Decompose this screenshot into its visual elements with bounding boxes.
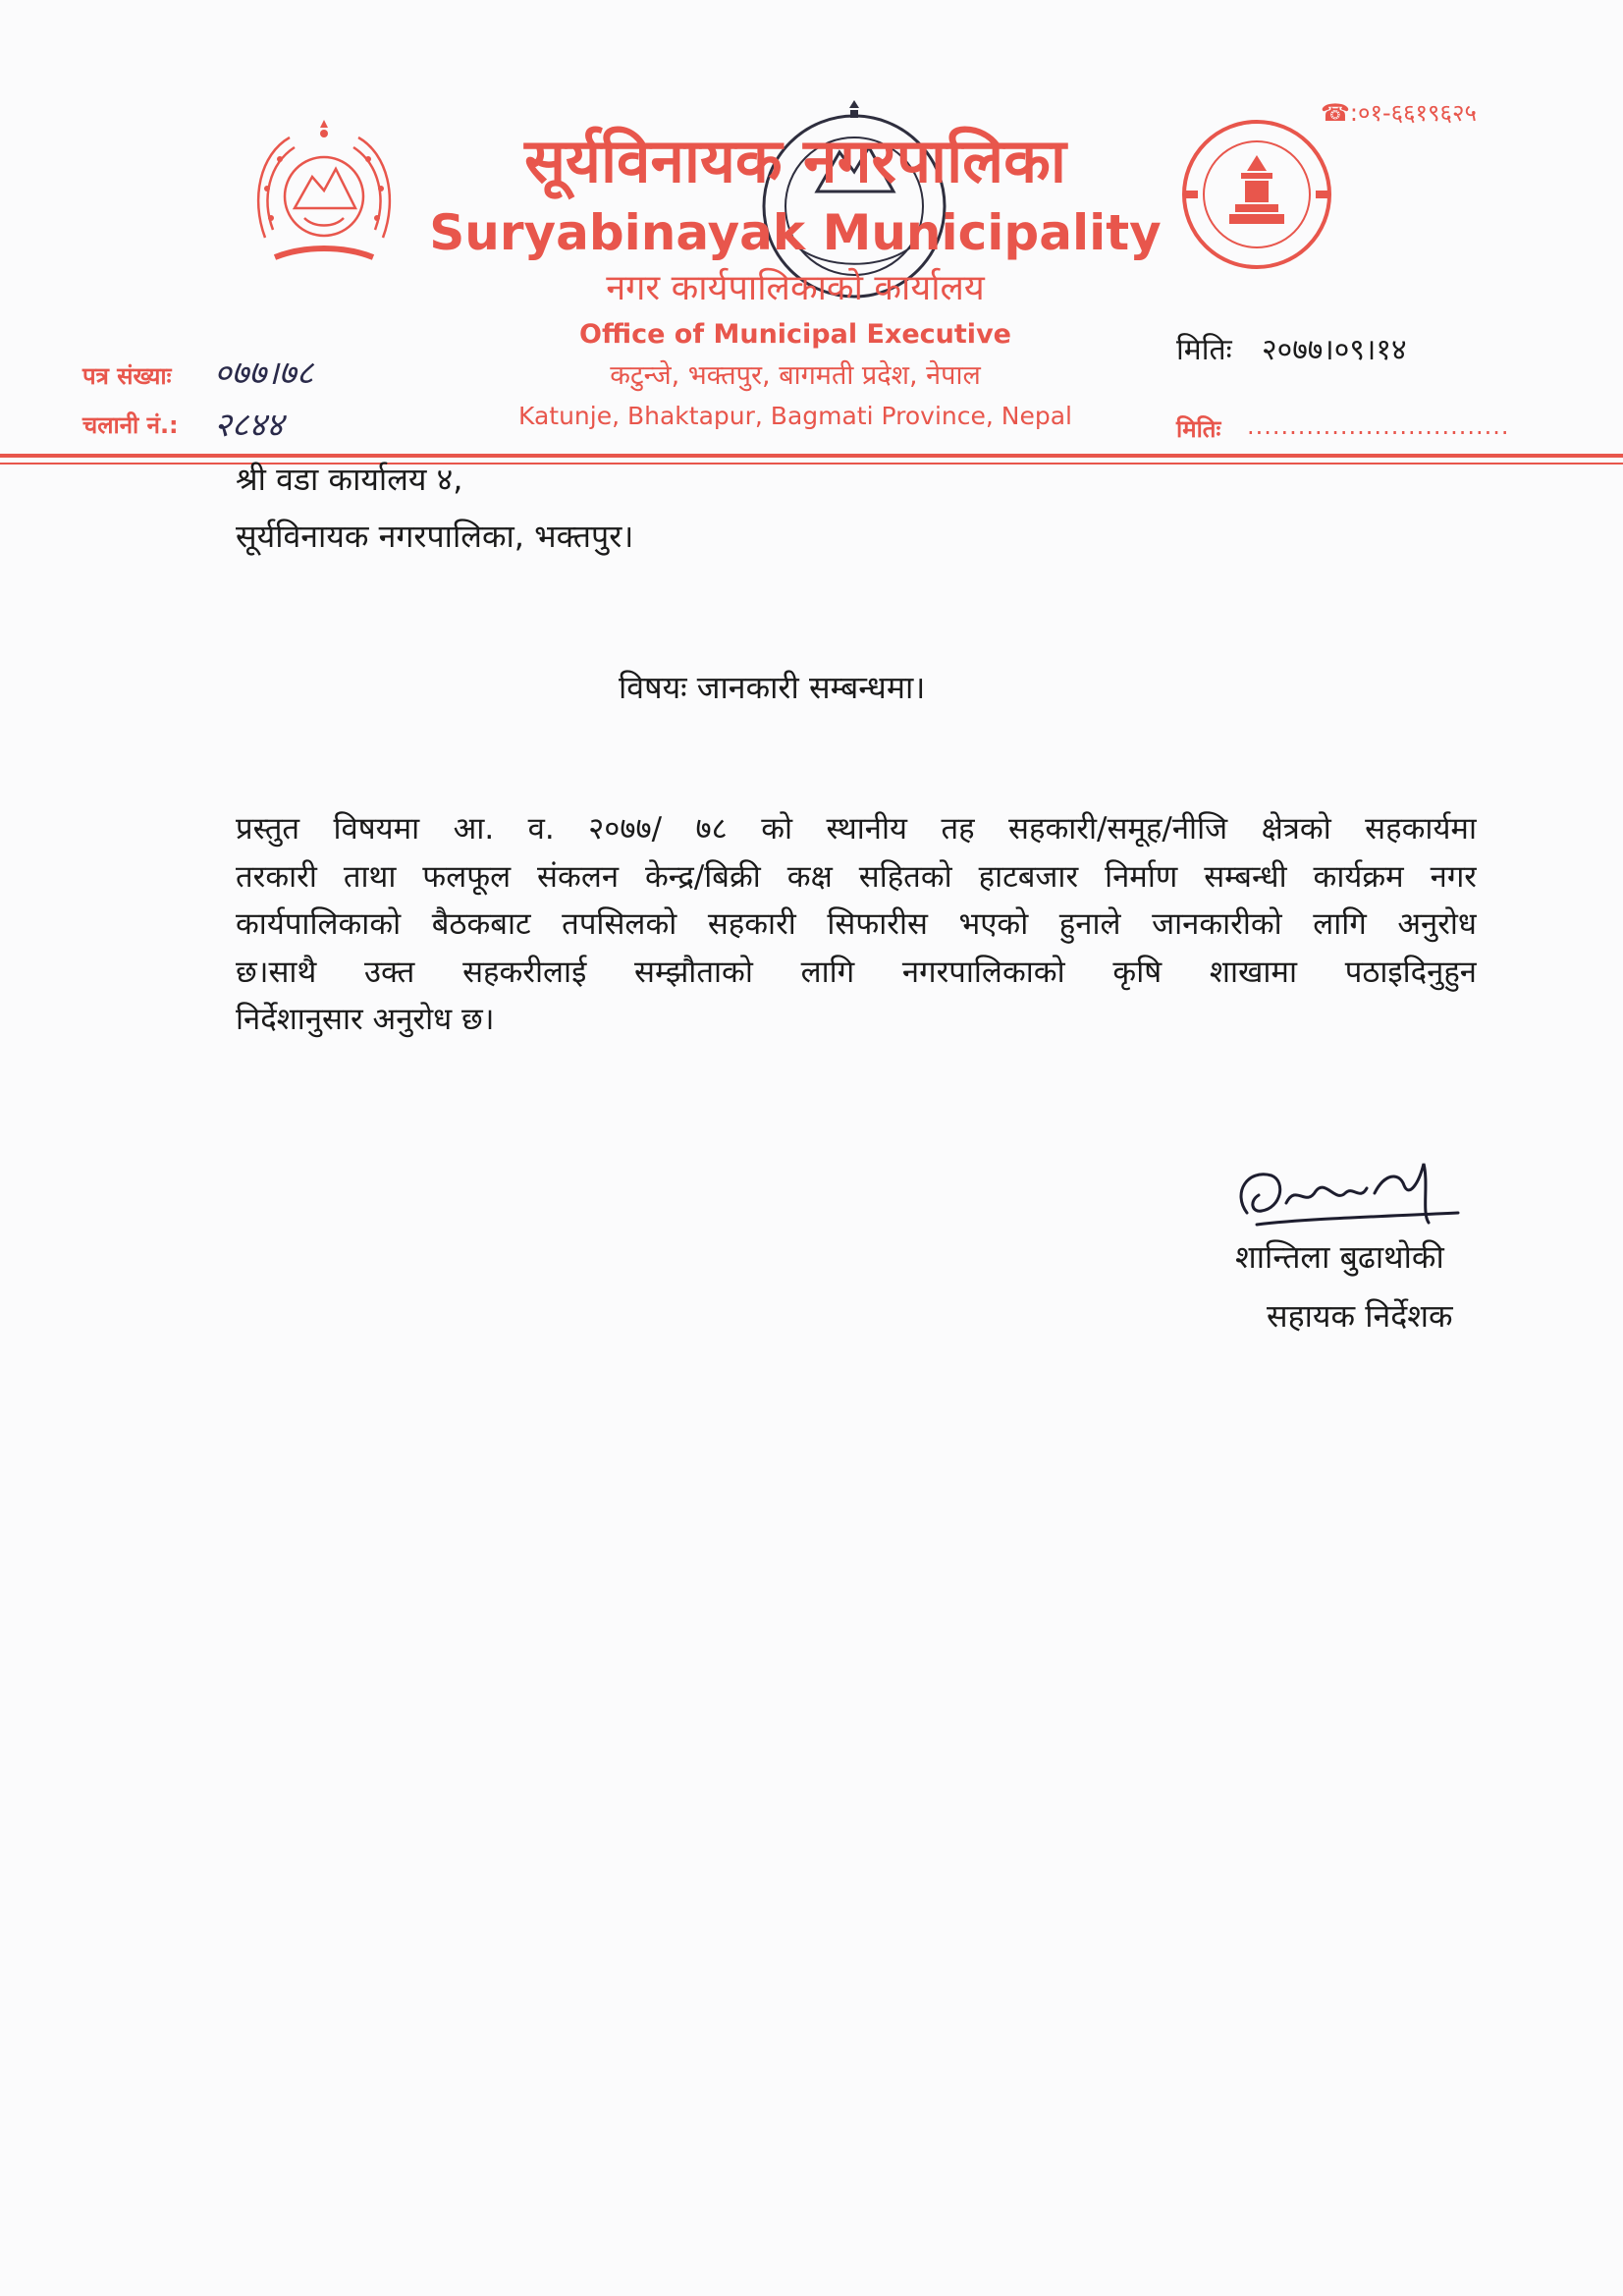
- office-name-english: Office of Municipal Executive: [579, 319, 1011, 350]
- municipality-title-english: Suryabinayak Municipality: [429, 204, 1162, 261]
- body-line: छ।साथै उक्त सहकरीलाई सम्झौताको लागि नगरपालिकाको कृषि शाखामा पठाइदिनुहुन: [236, 954, 1477, 990]
- municipality-logo-icon: [1178, 116, 1335, 273]
- handwritten-signature-icon: [1227, 1154, 1463, 1242]
- office-name-nepali: नगर कार्यपालिकाको कार्यालय: [606, 268, 985, 308]
- body-line: कार्यपालिकाको बैठकबाट तपसिलको सहकारी सिफारीस भएको हुनाले जानकारीको लागि अनुरोध: [236, 906, 1477, 942]
- body-line: प्रस्तुत विषयमा आ. व. २०७७/ ७८ को स्थानीय तह सहकारी/समूह/नीजि क्षेत्रको सहकार्यमा: [236, 811, 1477, 847]
- recipient-line-2: सूर्यविनायक नगरपालिका, भक्तपुर।: [236, 518, 634, 555]
- signer-name: शान्तिला बुढाथोकी: [1235, 1238, 1444, 1276]
- second-date-blank: ...............................: [1247, 412, 1510, 440]
- recipient-line-1: श्री वडा कार्यालय ४,: [236, 461, 463, 498]
- date-label: मितिः: [1176, 333, 1232, 367]
- phone-number: ☎:०१-६६१९६२५: [1321, 99, 1477, 127]
- letter-number-value: ०७७।७८: [214, 354, 314, 393]
- address-english: Katunje, Bhaktapur, Bagmati Province, Nepal: [518, 402, 1072, 430]
- subject-line: विषयः जानकारी सम्बन्धमा।: [619, 669, 926, 706]
- body-line: तरकारी ताथा फलफूल संकलन केन्द्र/बिक्री कक्ष सहितको हाटबजार निर्माण सम्बन्धी कार्यक्रम नगर: [236, 858, 1477, 895]
- address-nepali: कटुन्जे, भक्तपुर, बागमती प्रदेश, नेपाल: [610, 360, 981, 391]
- dispatch-number-value: २८४४: [214, 406, 284, 445]
- dispatch-number-label: चलानी नं.:: [82, 411, 179, 439]
- letter-body: [236, 805, 1477, 1044]
- municipality-title-nepali: सूर्यविनायक नगरपालिका: [524, 125, 1066, 196]
- body-line: निर्देशानुसार अनुरोध छ।: [236, 1002, 495, 1037]
- date-value: २०७७।०९।१४: [1262, 333, 1407, 367]
- letter-number-label: पत्र संख्याः: [82, 362, 172, 390]
- nepal-coat-of-arms-icon: [245, 120, 403, 269]
- signer-title: सहायक निर्देशक: [1267, 1297, 1453, 1335]
- second-date-label: मितिः: [1176, 415, 1221, 443]
